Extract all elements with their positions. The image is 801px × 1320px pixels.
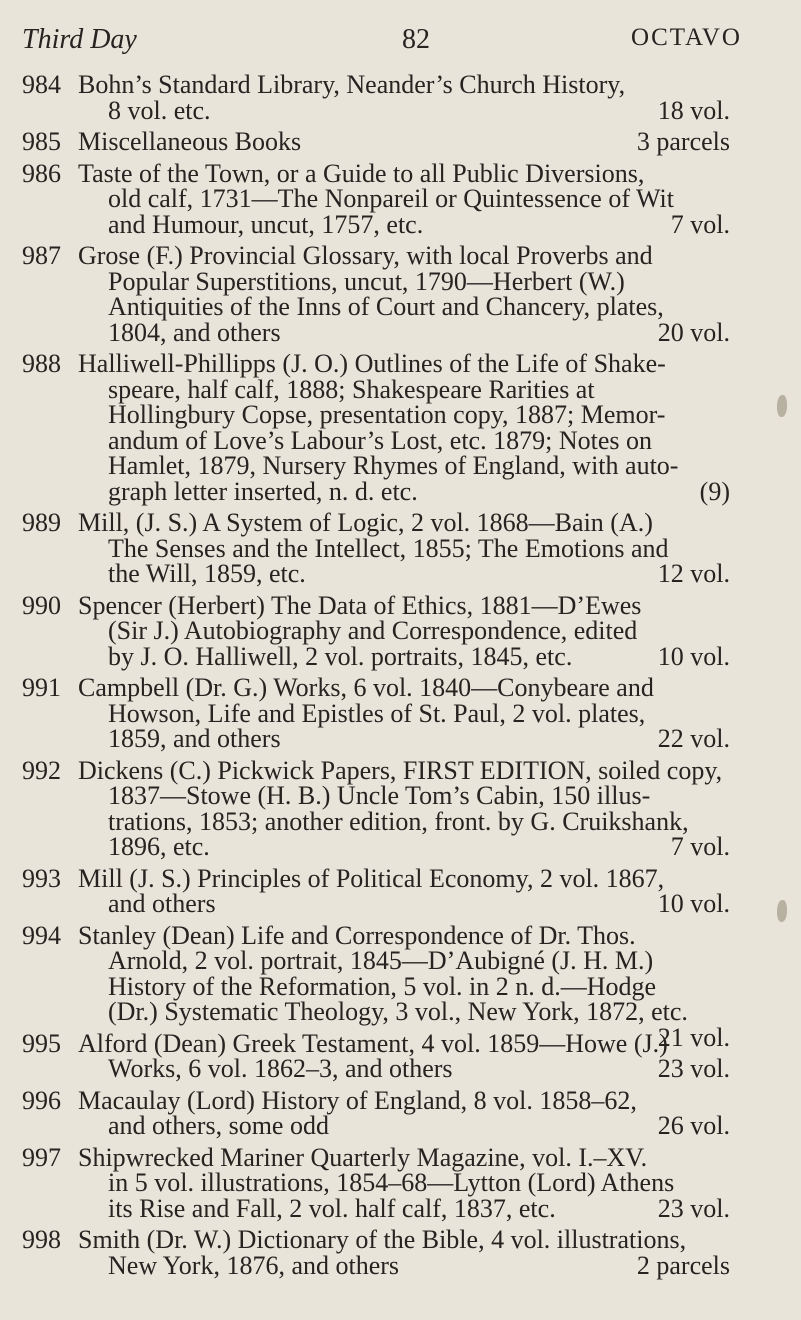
lot-entry (22, 158, 730, 239)
lot-line (78, 425, 730, 455)
lot-quantity: 23 vol. (657, 1054, 730, 1083)
lot-number: 992 (22, 755, 61, 785)
lot-line-text: New York, 1876, and others (108, 1250, 400, 1280)
lot-line-text: Arnold, 2 vol. portrait, 1845—D’Aubigné (J. H. M.) (108, 946, 654, 975)
lot-quantity: 26 vol. (657, 1111, 730, 1140)
lot-line (78, 1113, 730, 1139)
lot-line-text: 1859, and others (108, 724, 281, 753)
lot-line-text: Alford (Dean) Greek Testament, 4 vol. 1859—Howe (J.) (78, 1028, 668, 1058)
lot-line (78, 129, 730, 155)
lot-description (78, 1227, 730, 1278)
lot-line (78, 1056, 730, 1082)
lot-entry (22, 675, 730, 752)
lot-number: 998 (22, 1225, 61, 1254)
lot-line-text: Taste of the Town, or a Guide to all Public Diversions, (78, 158, 645, 188)
lot-quantity: 7 vol. (670, 832, 730, 861)
lot-description (78, 129, 730, 155)
lot-line (78, 95, 730, 125)
lot-line-text: Grose (F.) Provincial Glossary, with local Proverbs and (78, 241, 653, 270)
day-heading: Third Day (22, 24, 137, 55)
lot-line-text: Dickens (C.) Pickwick Papers, FIRST EDITION, soiled copy, (78, 755, 723, 785)
lot-line-text: Bohn’s Standard Library, Neander’s Church History, (78, 70, 626, 99)
lot-line (78, 1085, 730, 1115)
lot-line-text: History of the Reformation, 5 vol. in 2 n. d.—Hodge (108, 971, 657, 1001)
lot-number: 986 (22, 158, 61, 188)
lot-line (78, 675, 730, 701)
lot-number: 989 (22, 508, 61, 537)
lot-line (78, 834, 730, 860)
lot-description (78, 72, 730, 123)
lot-line-text: The Senses and the Intellect, 1855; The Emotions and (108, 533, 669, 563)
lot-line-text: 1804, and others (108, 317, 281, 347)
lot-list (22, 72, 730, 1284)
lot-entry (22, 863, 730, 918)
lot-line-text: 1896, etc. (108, 832, 210, 861)
lot-description (78, 590, 730, 671)
lot-description (78, 1142, 730, 1223)
lot-line (78, 1193, 730, 1223)
lot-line (78, 891, 730, 917)
lot-quantity: 20 vol. (657, 317, 730, 347)
lot-number: 987 (22, 241, 61, 270)
lot-line-text: Hamlet, 1879, Nursery Rhymes of England, with auto- (108, 451, 679, 480)
lot-line (78, 266, 730, 296)
lot-line (78, 641, 730, 671)
lot-line (78, 510, 730, 536)
lot-quantity: 10 vol. (657, 641, 730, 671)
lot-line (78, 317, 730, 347)
lot-line (78, 971, 730, 1001)
lot-line (78, 755, 730, 785)
lot-entry (22, 510, 730, 587)
lot-line-text: and others (108, 889, 216, 918)
page-header (22, 24, 742, 60)
lot-line (78, 243, 730, 269)
lot-line-text: in 5 vol. illustrations, 1854–68—Lytton (Lord) Athens (108, 1168, 675, 1197)
lot-line (78, 1028, 730, 1058)
lot-line-text: the Will, 1859, etc. (108, 559, 306, 588)
lot-quantity: 7 vol. (670, 209, 730, 239)
lot-line-text: old calf, 1731—The Nonpareil or Quintessence of Wit (108, 184, 674, 213)
lot-line (78, 453, 730, 479)
lot-line (78, 294, 730, 320)
lot-line (78, 999, 730, 1025)
lot-line (78, 402, 730, 428)
lot-quantity: 2 parcels (636, 1250, 730, 1280)
lot-quantity: 22 vol. (657, 724, 730, 753)
lot-entry (22, 129, 730, 155)
lot-number: 984 (22, 70, 61, 99)
lot-line (78, 863, 730, 893)
lot-line (78, 561, 730, 587)
lot-line (78, 209, 730, 239)
lot-line-text: Mill (J. S.) Principles of Political Economy, 2 vol. 1867, (78, 863, 665, 893)
lot-line (78, 698, 730, 728)
lot-line-text: Halliwell-Phillipps (J. O.) Outlines of the Life of Shake- (78, 349, 666, 378)
lot-line-text: trations, 1853; another edition, front. by G. Cruikshank, (108, 806, 689, 836)
lot-entry (22, 1142, 730, 1223)
lot-entry (22, 590, 730, 671)
lot-line-text: 1837—Stowe (H. B.) Uncle Tom’s Cabin, 150 illus- (108, 781, 651, 810)
margin-mark (777, 900, 787, 922)
lot-quantity: 12 vol. (657, 559, 730, 588)
lot-entry (22, 1085, 730, 1140)
lot-number: 996 (22, 1085, 61, 1115)
lot-number: 990 (22, 590, 61, 620)
lot-description (78, 1028, 730, 1083)
lot-entry (22, 1028, 730, 1083)
lot-line-text: Spencer (Herbert) The Data of Ethics, 1881—D’Ewes (78, 590, 642, 620)
lot-line (78, 1170, 730, 1196)
lot-line (78, 1142, 730, 1172)
lot-line (78, 618, 730, 644)
lot-number: 988 (22, 349, 61, 378)
lot-description (78, 1085, 730, 1140)
lot-description (78, 755, 730, 861)
lot-line (78, 783, 730, 809)
lot-line (78, 726, 730, 752)
margin-mark (777, 395, 787, 417)
lot-line (78, 590, 730, 620)
lot-description (78, 510, 730, 587)
lot-line (78, 1250, 730, 1280)
lot-line-text: Hollingbury Copse, presentation copy, 1887; Memor- (108, 400, 666, 429)
lot-line-text: 8 vol. etc. (108, 95, 211, 125)
lot-number: 991 (22, 673, 61, 702)
lot-line (78, 72, 730, 98)
lot-line (78, 948, 730, 974)
lot-number: 985 (22, 127, 61, 156)
lot-line-text: by J. O. Halliwell, 2 vol. portraits, 1845, etc. (108, 641, 573, 671)
lot-line-text: graph letter inserted, n. d. etc. (108, 476, 418, 506)
lot-line (78, 186, 730, 212)
lot-line (78, 351, 730, 377)
lot-line-text: Campbell (Dr. G.) Works, 6 vol. 1840—Conybeare and (78, 673, 654, 702)
lot-quantity: 21 vol. (657, 1022, 730, 1052)
lot-entry (22, 1227, 730, 1278)
format-heading: OCTAVO (631, 24, 742, 51)
lot-number: 994 (22, 920, 61, 950)
lot-line-text: (Sir J.) Autobiography and Correspondence, edited (108, 616, 638, 645)
lot-line (78, 476, 730, 506)
lot-description (78, 158, 730, 239)
lot-line-text: Popular Superstitions, uncut, 1790—Herbert (W.) (108, 266, 625, 296)
lot-line-text: speare, half calf, 1888; Shakespeare Rarities at (108, 374, 595, 404)
lot-line-text: (Dr.) Systematic Theology, 3 vol., New York, 1872, etc. (108, 997, 688, 1026)
lot-quantity: 3 parcels (636, 127, 730, 156)
lot-quantity: (9) (699, 476, 730, 506)
lot-description (78, 863, 730, 918)
lot-line (78, 158, 730, 188)
lot-entry (22, 243, 730, 345)
page-number: 82 (402, 24, 430, 55)
lot-line-text: Howson, Life and Epistles of St. Paul, 2 vol. plates, (108, 698, 646, 728)
lot-quantity: 23 vol. (657, 1193, 730, 1223)
lot-line-text: Macaulay (Lord) History of England, 8 vol. 1858–62, (78, 1085, 637, 1115)
lot-number: 997 (22, 1142, 61, 1172)
lot-line-text: andum of Love’s Labour’s Lost, etc. 1879; Notes on (108, 425, 652, 455)
lot-number: 993 (22, 863, 61, 893)
lot-line-text: Miscellaneous Books (78, 127, 302, 156)
lot-line-text: Smith (Dr. W.) Dictionary of the Bible, 4 vol. illustrations, (78, 1225, 687, 1254)
lot-number: 995 (22, 1028, 61, 1058)
lot-line-text: Antiquities of the Inns of Court and Chancery, plates, (108, 292, 664, 321)
lot-line (78, 920, 730, 950)
lot-line-text: and others, some odd (108, 1111, 329, 1140)
lot-line-text: Works, 6 vol. 1862–3, and others (108, 1054, 453, 1083)
lot-description (78, 351, 730, 504)
lot-line (78, 374, 730, 404)
lot-line (78, 1227, 730, 1253)
lot-line (78, 533, 730, 563)
lot-line-text: its Rise and Fall, 2 vol. half calf, 1837, etc. (108, 1193, 556, 1223)
lot-description (78, 675, 730, 752)
lot-line (78, 806, 730, 836)
lot-quantity: 10 vol. (657, 889, 730, 918)
lot-entry (22, 755, 730, 861)
lot-line-text: and Humour, uncut, 1757, etc. (108, 209, 424, 239)
lot-line-text: Shipwrecked Mariner Quarterly Magazine, vol. I.–XV. (78, 1142, 648, 1172)
lot-line-text: Mill, (J. S.) A System of Logic, 2 vol. 1868—Bain (A.) (78, 508, 653, 537)
lot-entry (22, 351, 730, 504)
lot-description (78, 243, 730, 345)
lot-line-text: Stanley (Dean) Life and Correspondence of Dr. Thos. (78, 920, 636, 950)
lot-entry (22, 72, 730, 123)
lot-quantity: 18 vol. (657, 95, 730, 125)
